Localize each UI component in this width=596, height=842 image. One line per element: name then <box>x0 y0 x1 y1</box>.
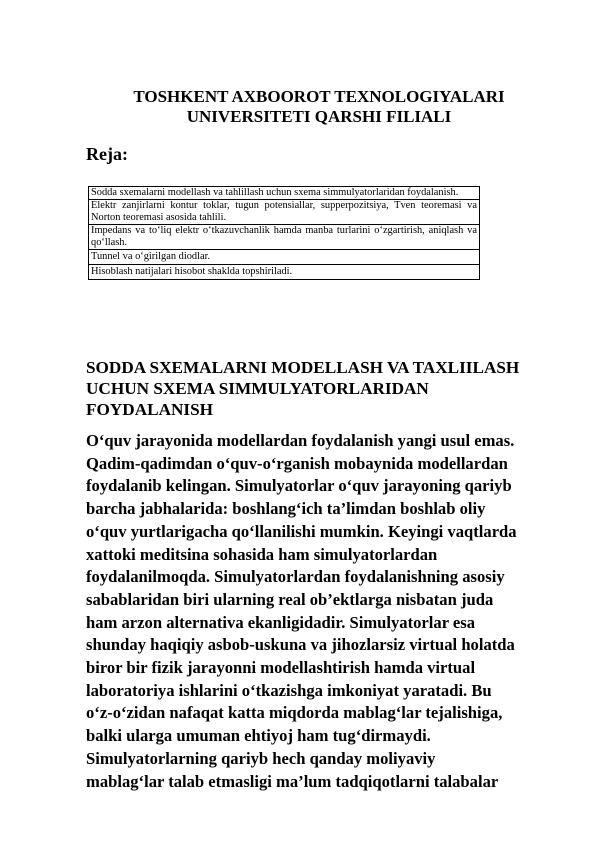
paragraph-line: Qadim-qadimdan o‘quv-o‘rganish mobaynida modellardan <box>86 453 508 473</box>
plan-table <box>88 186 480 280</box>
plan-item: Hisoblash natijalari hisobot shaklda topshiriladi. <box>89 265 480 280</box>
paragraph-line: Simulyatorlarning qariyb hech qanday moliyaviy <box>86 748 436 768</box>
body-paragraph <box>86 430 558 793</box>
plan-item: Elektr zanjirlarni kontur toklar, tugun potensiallar, supperpozitsiya, Tven teoremasi va Norton teoremasi asosida tahlili. <box>89 200 480 225</box>
paragraph-line: laboratoriya ishlarini o‘tkazishga imkoniyat yaratadi. Bu <box>86 680 492 700</box>
section-heading: SODDA SXEMALARNI MODELLASH VA TAXLIILASH UCHUN SXEMA SIMMULYATORLARIDAN FOYDALANISH <box>86 358 520 419</box>
paragraph-line: shunday haqiqiy asbob-uskuna va jihozlarsiz virtual holatda <box>86 635 515 655</box>
paragraph-line: mablag‘lar talab etmasligi ma’lum tadqiqotlarni talabalar <box>86 771 499 791</box>
paragraph-line: ham arzon alternativa ekanligidadir. Simulyatorlar esa <box>86 612 476 632</box>
title-line-2: UNIVERSITETI QARSHI FILIALI <box>186 107 452 126</box>
paragraph-line: o‘quv yurtlarigacha qo‘llanilishi mumkin. Keyingi vaqtlarda <box>86 521 517 541</box>
paragraph-line: barcha jabhalarida: boshlang‘ich ta’limdan boshlab oliy <box>86 499 486 519</box>
plan-item: Tunnel va o‘girilgan diodlar. <box>89 250 480 265</box>
paragraph-line: sabablaridan biri ularning real ob’ektlarga nisbatan juda <box>86 589 494 609</box>
title-line-1: TOSHKENT AXBOOROT TEXNOLOGIYALARI <box>133 87 505 106</box>
paragraph-line: balki ularga umuman ehtiyoj ham tug‘dirmaydi. <box>86 726 431 746</box>
plan-row <box>89 265 480 280</box>
plan-row <box>89 250 480 265</box>
paragraph-line: xattoki meditsina sohasida ham simulyatorlardan <box>86 544 438 564</box>
paragraph-line: O‘quv jarayonida modellardan foydalanish yangi usul emas. <box>86 431 515 450</box>
plan-heading: Reja: <box>86 144 128 164</box>
paragraph-line: foydalanib kelingan. Simulyatorlar o‘quv jarayoning qariyb <box>86 476 512 496</box>
paragraph-line: o‘z-o‘zidan nafaqat katta miqdorda mablag‘lar tejalishiga, <box>86 703 503 723</box>
plan-item: Sodda sxemalarni modellash va tahlillash uchun sxema simmulyatorlaridan foydalanish. <box>89 187 480 200</box>
plan-row <box>89 225 480 250</box>
plan-item: Impedans va to‘liq elektr o‘tkazuvchanlik hamda manba turlarini o‘zgartirish, aniqlash va qo‘llash. <box>89 225 480 250</box>
paragraph-line: biror bir fizik jarayonni modellashtirish hamda virtual <box>86 658 476 678</box>
plan-row <box>89 187 480 200</box>
document-title <box>86 87 552 127</box>
plan-row <box>89 200 480 225</box>
paragraph-line: foydalanilmoqda. Simulyatorlardan foydalanishning asosiy <box>86 567 505 587</box>
